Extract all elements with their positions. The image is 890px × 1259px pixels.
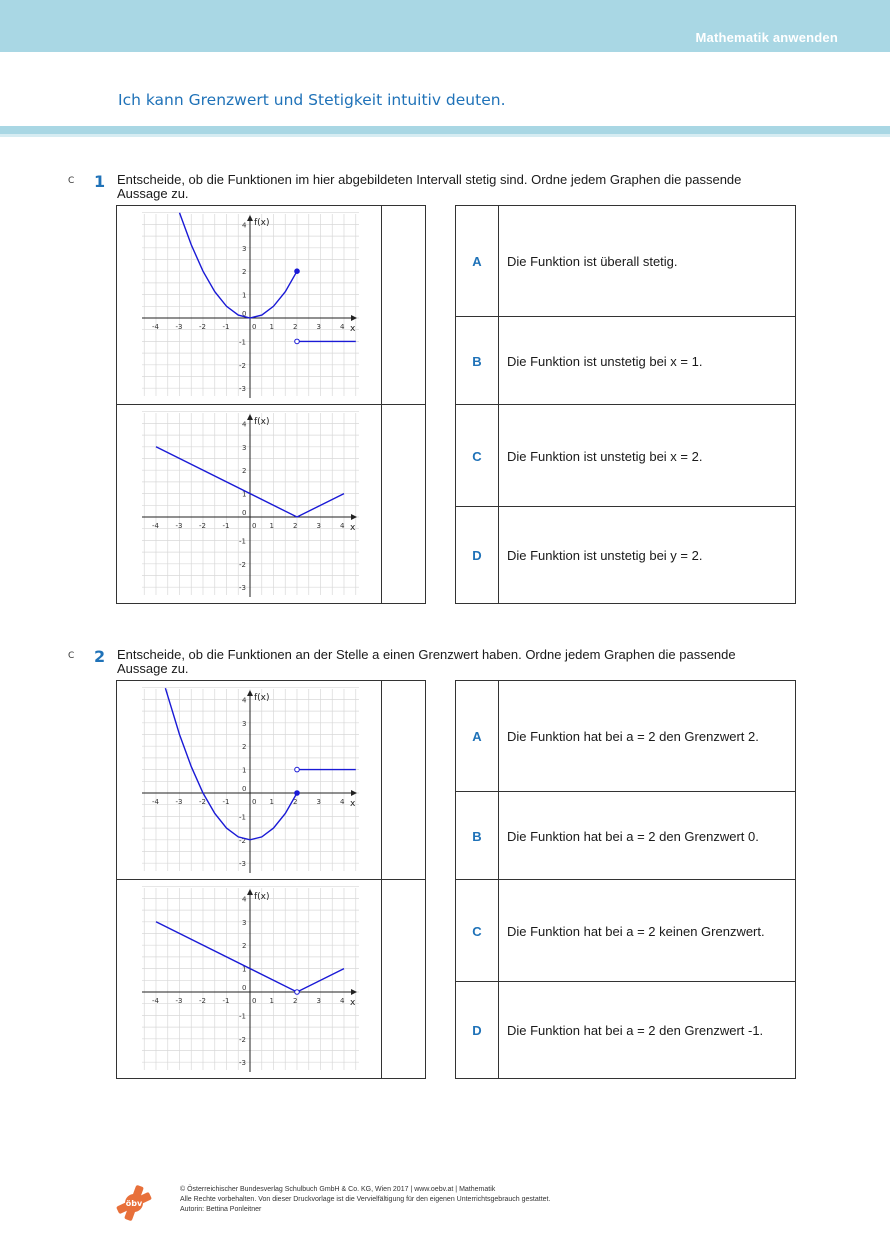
- x-tick-label: 4: [340, 798, 345, 806]
- x-tick-label: -3: [175, 323, 183, 331]
- x-tick-label: 4: [340, 522, 345, 530]
- y-axis-label: f(x): [254, 693, 270, 703]
- y-tick-label: -1: [239, 537, 246, 546]
- y-tick-label: 2: [242, 743, 247, 752]
- answer-text: Die Funktion hat bei a = 2 keinen Grenzwert.: [507, 923, 765, 939]
- answer-letter: B: [456, 792, 499, 880]
- x-axis-arrow: [351, 790, 357, 796]
- x-tick-label: 1: [269, 522, 274, 530]
- x-tick-label: -4: [152, 798, 159, 806]
- x-tick-label: -2: [199, 997, 206, 1005]
- task-prompt: Entscheide, ob die Funktionen im hier abgebildeten Intervall stetig sind. Ordne jedem Graphen die passende Aussage zu.: [117, 172, 742, 201]
- y-axis-label: f(x): [254, 892, 270, 902]
- footer-author: Autorin: Bettina Ponleitner: [180, 1206, 262, 1213]
- open-point: [295, 767, 300, 772]
- y-tick-label: 1: [242, 490, 247, 499]
- chart-task1-graph1: [117, 206, 381, 404]
- answer-text: Die Funktion ist unstetig bei y = 2.: [507, 548, 703, 563]
- answer-letter: D: [456, 507, 499, 604]
- x-tick-label: -3: [175, 997, 183, 1005]
- y-tick-label: 2: [242, 942, 247, 951]
- answer-row[interactable]: [456, 681, 795, 791]
- y-tick-label: -1: [239, 338, 246, 347]
- x-axis-label: x: [350, 523, 356, 533]
- task-2-graph-panel: [116, 680, 426, 1079]
- answer-row[interactable]: [456, 206, 795, 316]
- closed-point: [295, 269, 300, 274]
- open-point: [295, 990, 300, 995]
- x-tick-label: 4: [340, 997, 345, 1005]
- answer-letter: B: [456, 317, 499, 405]
- title-divider-light: [0, 134, 890, 137]
- y-axis-arrow: [247, 690, 253, 696]
- footer-copyright: © Österreichischer Bundesverlag Schulbuch GmbH & Co. KG, Wien 2017 | www.oebv.at | Mathematik: [180, 1186, 496, 1193]
- y-tick-label: 2: [242, 268, 247, 277]
- answer-text: Die Funktion ist unstetig bei x = 1.: [507, 353, 703, 369]
- y-axis-arrow: [247, 414, 253, 420]
- y-tick-label: -1: [239, 1012, 246, 1021]
- open-point: [295, 339, 300, 344]
- y-tick-label: 1: [242, 965, 247, 974]
- x-axis-arrow: [351, 514, 357, 520]
- y-tick-label: 0: [242, 509, 247, 517]
- x-tick-label: 0: [252, 997, 257, 1005]
- x-tick-label: 3: [316, 798, 321, 806]
- x-tick-label: 0: [252, 798, 257, 806]
- y-tick-label: 1: [242, 291, 247, 300]
- y-tick-label: 3: [242, 443, 247, 452]
- answer-text: Die Funktion hat bei a = 2 den Grenzwert -1.: [507, 1023, 764, 1038]
- answer-letter: C: [456, 405, 499, 507]
- x-tick-label: -2: [199, 522, 206, 530]
- x-tick-label: -1: [222, 522, 230, 530]
- y-tick-label: 4: [242, 221, 247, 230]
- x-tick-label: 2: [293, 798, 298, 806]
- answer-row[interactable]: [456, 879, 795, 982]
- answer-text: Die Funktion hat bei a = 2 den Grenzwert 2.: [507, 728, 759, 744]
- answer-row[interactable]: [456, 506, 795, 604]
- x-axis-label: x: [350, 998, 356, 1008]
- answer-letter: C: [456, 880, 499, 982]
- y-tick-label: -3: [239, 385, 246, 394]
- task-level: C: [68, 176, 75, 186]
- answer-row[interactable]: [456, 791, 795, 880]
- y-tick-label: 0: [242, 984, 247, 992]
- chart-task2-graph2: [117, 880, 381, 1078]
- x-tick-label: 3: [316, 522, 321, 530]
- x-tick-label: -1: [222, 323, 230, 331]
- x-tick-label: 3: [316, 323, 321, 331]
- title-divider: [0, 126, 890, 134]
- y-axis-label: f(x): [254, 218, 270, 228]
- answer-row[interactable]: [456, 404, 795, 507]
- answer-text: Die Funktion ist überall stetig.: [507, 253, 678, 269]
- x-tick-label: 1: [269, 798, 274, 806]
- task-level: C: [68, 651, 75, 661]
- x-tick-label: 2: [293, 997, 298, 1005]
- header-label: Mathematik anwenden: [695, 30, 838, 45]
- footer-rights: Alle Rechte vorbehalten. Von dieser Druckvorlage ist die Vervielfältigung für den eigenen Unterrichtsgebrauch gestattet.: [180, 1196, 551, 1203]
- page-title: Ich kann Grenzwert und Stetigkeit intuitiv deuten.: [118, 91, 506, 109]
- task-number: 1: [94, 172, 106, 191]
- y-tick-label: 3: [242, 719, 247, 728]
- x-tick-label: 2: [293, 522, 298, 530]
- x-tick-label: -3: [175, 798, 183, 806]
- chart-task1-graph2: [117, 405, 381, 603]
- y-tick-label: -3: [239, 860, 246, 869]
- answer-row[interactable]: [456, 981, 795, 1079]
- y-tick-label: 4: [242, 696, 247, 705]
- x-tick-label: -2: [199, 798, 206, 806]
- y-tick-label: -2: [239, 361, 246, 370]
- y-tick-label: 0: [242, 310, 247, 318]
- answer-text: Die Funktion hat bei a = 2 den Grenzwert 0.: [507, 828, 759, 844]
- footer: [180, 1185, 550, 1215]
- x-tick-label: -2: [199, 323, 206, 331]
- x-tick-label: -1: [222, 997, 230, 1005]
- y-axis-label: f(x): [254, 417, 270, 427]
- x-tick-label: -4: [152, 323, 159, 331]
- x-tick-label: 4: [340, 323, 345, 331]
- x-tick-label: -4: [152, 997, 159, 1005]
- y-tick-label: -2: [239, 1035, 246, 1044]
- task-2-answers: [455, 680, 796, 1079]
- y-axis-arrow: [247, 215, 253, 221]
- y-tick-label: 1: [242, 766, 247, 775]
- logo-text: öbv: [125, 1199, 143, 1208]
- x-axis-arrow: [351, 315, 357, 321]
- answer-letter: D: [456, 982, 499, 1079]
- y-tick-label: 3: [242, 244, 247, 253]
- task-1-answers: [455, 205, 796, 604]
- x-tick-label: 1: [269, 323, 274, 331]
- x-tick-label: 1: [269, 997, 274, 1005]
- y-tick-label: -2: [239, 560, 246, 569]
- oebv-logo: [114, 1183, 154, 1223]
- x-tick-label: 0: [252, 323, 257, 331]
- x-tick-label: -3: [175, 522, 183, 530]
- answer-letter: A: [456, 206, 499, 316]
- x-tick-label: 2: [293, 323, 298, 331]
- y-tick-label: -2: [239, 836, 246, 845]
- header-band: [0, 0, 890, 52]
- answer-row[interactable]: [456, 316, 795, 405]
- chart-task2-graph1: [117, 681, 381, 879]
- x-axis-label: x: [350, 324, 356, 334]
- y-axis-arrow: [247, 889, 253, 895]
- y-tick-label: 4: [242, 420, 247, 429]
- task-1-graph-panel: [116, 205, 426, 604]
- x-tick-label: -1: [222, 798, 230, 806]
- y-tick-label: -3: [239, 1059, 246, 1068]
- task-prompt: Entscheide, ob die Funktionen an der Stelle a einen Grenzwert haben. Ordne jedem Graphen die passende Aussage zu.: [117, 647, 736, 676]
- x-axis-arrow: [351, 989, 357, 995]
- answer-text: Die Funktion ist unstetig bei x = 2.: [507, 448, 703, 464]
- y-tick-label: -1: [239, 813, 246, 822]
- y-tick-label: -3: [239, 584, 246, 593]
- x-tick-label: -4: [152, 522, 159, 530]
- x-tick-label: 3: [316, 997, 321, 1005]
- task-number: 2: [94, 647, 106, 666]
- y-tick-label: 0: [242, 785, 247, 793]
- y-tick-label: 2: [242, 467, 247, 476]
- answer-letter: A: [456, 681, 499, 791]
- y-tick-label: 3: [242, 918, 247, 927]
- x-axis-label: x: [350, 799, 356, 809]
- closed-point: [295, 791, 300, 796]
- x-tick-label: 0: [252, 522, 257, 530]
- y-tick-label: 4: [242, 895, 247, 904]
